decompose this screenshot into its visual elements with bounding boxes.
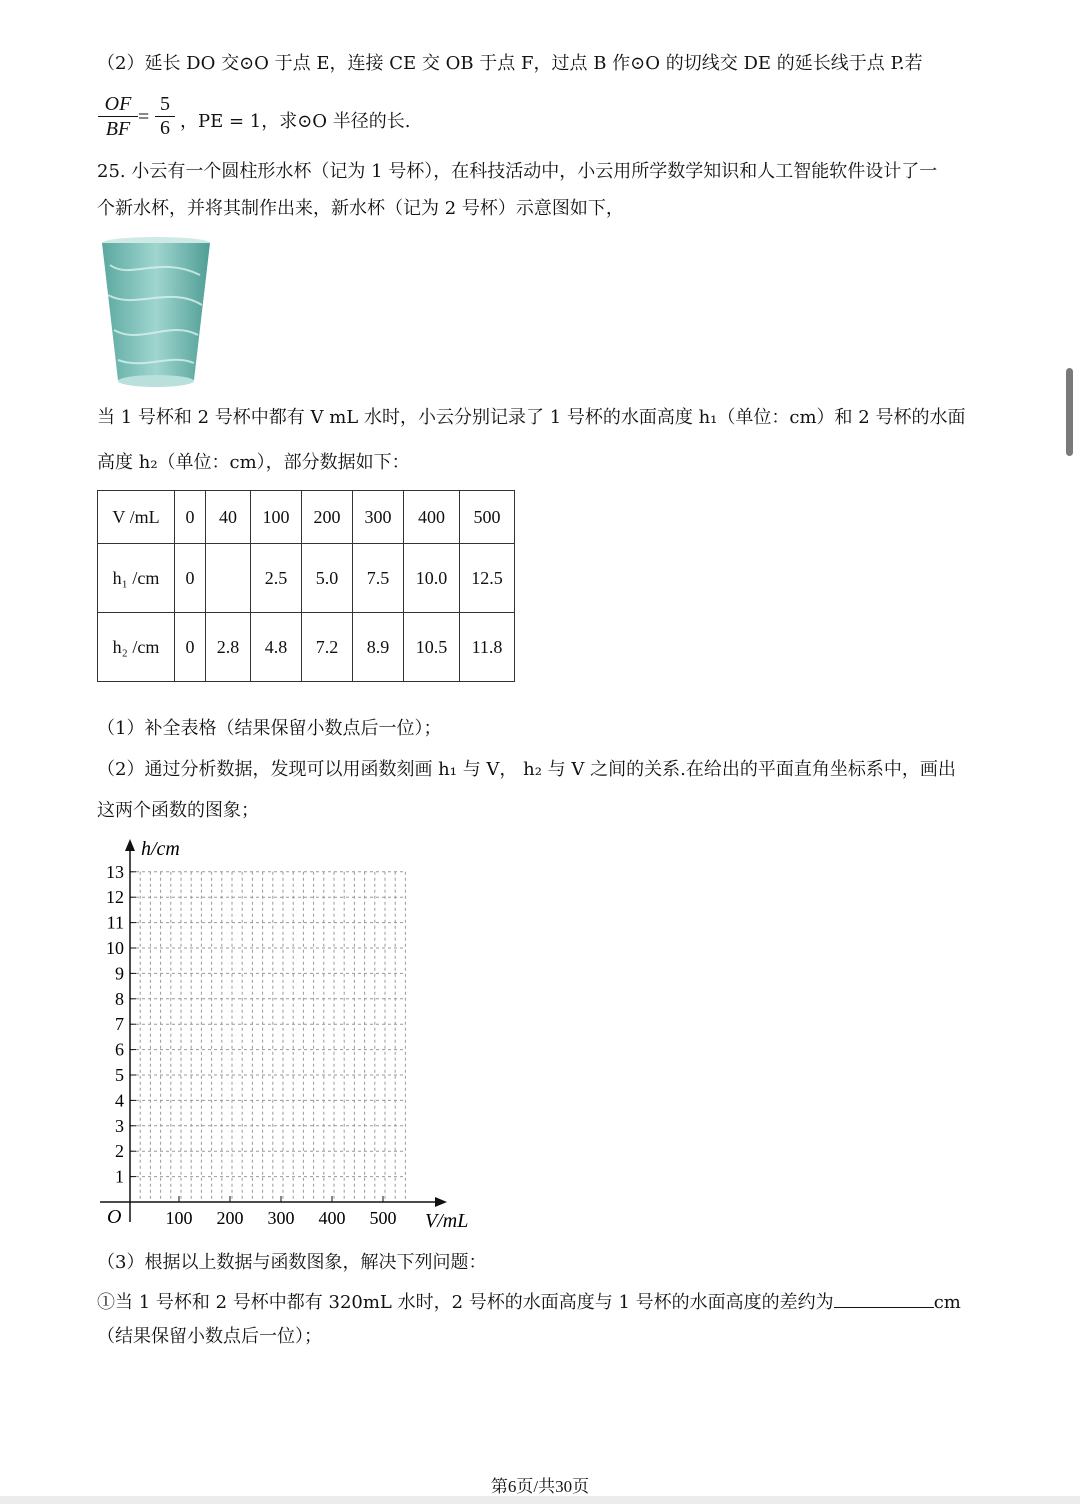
y-tick-label: 11 (106, 912, 124, 933)
q3-1-unit: cm (933, 1292, 961, 1313)
table-cell: 10.5 (404, 613, 460, 682)
q25-line2: 个新水杯，并将其制作出来，新水杯（记为 2 号杯）示意图如下， (97, 198, 624, 219)
table-cell: 2.5 (251, 544, 302, 613)
table-row-h1 (98, 544, 515, 613)
x-axis-label: V/mL (425, 1210, 469, 1232)
x-axis-arrow (435, 1197, 447, 1207)
table-cell: 10.0 (404, 544, 460, 613)
y-tick-label: 8 (115, 988, 124, 1009)
q25-line1: 25. 小云有一个圆柱形水杯（记为 1 号杯），在科技活动中，小云用所学数学知识和人工智能软件设计了一 (97, 161, 938, 182)
sub-question-2-line1: （2）通过分析数据，发现可以用函数刻画 h₁ 与 V， h₂ 与 V 之间的关系.在给出的平面直角坐标系中，画出 (97, 759, 956, 780)
q3-1-note: （结果保留小数点后一位）； (97, 1326, 322, 1347)
x-tick-label: 200 (216, 1208, 244, 1228)
table-cell: h₂ /cm (98, 613, 175, 682)
table-cell: 400 (404, 491, 460, 544)
table-cell: 4.8 (251, 613, 302, 682)
table-cell: 12.5 (460, 544, 515, 613)
fraction2-denominator: 6 (160, 117, 170, 139)
table-cell: 11.8 (460, 613, 515, 682)
sub-question-1: （1）补全表格（结果保留小数点后一位）； (97, 718, 442, 739)
x-tick-label: 300 (267, 1208, 295, 1228)
data-table (97, 490, 515, 682)
table-cell: 2.8 (206, 613, 251, 682)
cup-image (100, 235, 212, 390)
part2-line1: （2）延长 DO 交⊙O 于点 E，连接 CE 交 OB 于点 F，过点 B 作⊙O 的切线交 DE 的延长线于点 P.若 (97, 53, 923, 74)
y-tick-label: 12 (106, 887, 124, 908)
table-cell: h₁ /cm (98, 544, 175, 613)
y-tick-label: 7 (115, 1014, 124, 1035)
q3-1-before: ①当 1 号杯和 2 号杯中都有 320mL 水时，2 号杯的水面高度与 1 号杯的水面高度的差约为 (97, 1292, 834, 1313)
y-tick-label: 6 (115, 1039, 124, 1060)
y-tick-label: 4 (115, 1090, 124, 1111)
table-cell: V /mL (98, 491, 175, 544)
table-cell: 100 (251, 491, 302, 544)
fraction-numerator: OF (98, 92, 138, 117)
table-row-v (98, 491, 515, 544)
table-cell: 0 (175, 613, 206, 682)
y-tick-label: 5 (115, 1065, 124, 1085)
table-cell: 7.5 (353, 544, 404, 613)
fraction2-numerator: 5 (155, 92, 175, 117)
y-axis-arrow (125, 839, 135, 851)
table-row-h2 (98, 613, 515, 682)
y-tick-label: 13 (106, 861, 124, 882)
table-cell: 8.9 (353, 613, 404, 682)
table-cell: 0 (175, 491, 206, 544)
y-tick-label: 10 (106, 938, 124, 958)
desc-line2: 高度 h₂（单位：cm），部分数据如下： (97, 452, 410, 473)
table-cell-blank (206, 544, 251, 613)
fraction-denominator: BF (105, 118, 131, 140)
fraction-of-bf (98, 92, 138, 141)
part2-line2-rest: ，PE = 1，求⊙O 半径的长. (180, 111, 411, 132)
page-footer: 第6页/共30页 (490, 1477, 590, 1496)
y-tick-label: 2 (115, 1141, 124, 1162)
scrollbar-thumb[interactable] (1066, 368, 1073, 456)
desc-line1: 当 1 号杯和 2 号杯中都有 V mL 水时，小云分别记录了 1 号杯的水面高度 h₁（单位：cm）和 2 号杯的水面 (97, 407, 966, 428)
table-cell: 500 (460, 491, 515, 544)
origin-label: O (107, 1206, 122, 1228)
y-tick-label: 3 (115, 1115, 124, 1136)
y-axis-label: h/cm (141, 838, 180, 860)
table-cell: 40 (206, 491, 251, 544)
y-tick-label: 1 (115, 1166, 124, 1187)
table-cell: 5.0 (302, 544, 353, 613)
table-cell: 7.2 (302, 613, 353, 682)
y-tick-label: 9 (115, 963, 124, 984)
sub-question-3: （3）根据以上数据与函数图象，解决下列问题： (97, 1252, 487, 1273)
fraction-five-sixths (155, 92, 175, 140)
equals-sign: = (138, 106, 150, 128)
bottom-strip (0, 1496, 1080, 1504)
answer-blank[interactable] (834, 1289, 934, 1308)
table-cell: 200 (302, 491, 353, 544)
table-cell: 300 (353, 491, 404, 544)
q3-1-text (97, 1289, 961, 1315)
x-tick-label: 500 (369, 1208, 397, 1228)
x-tick-label: 400 (318, 1208, 346, 1228)
coordinate-grid (95, 835, 495, 1235)
sub-question-2-line2: 这两个函数的图象； (97, 800, 259, 821)
x-tick-label: 100 (165, 1208, 193, 1228)
table-cell: 0 (175, 544, 206, 613)
